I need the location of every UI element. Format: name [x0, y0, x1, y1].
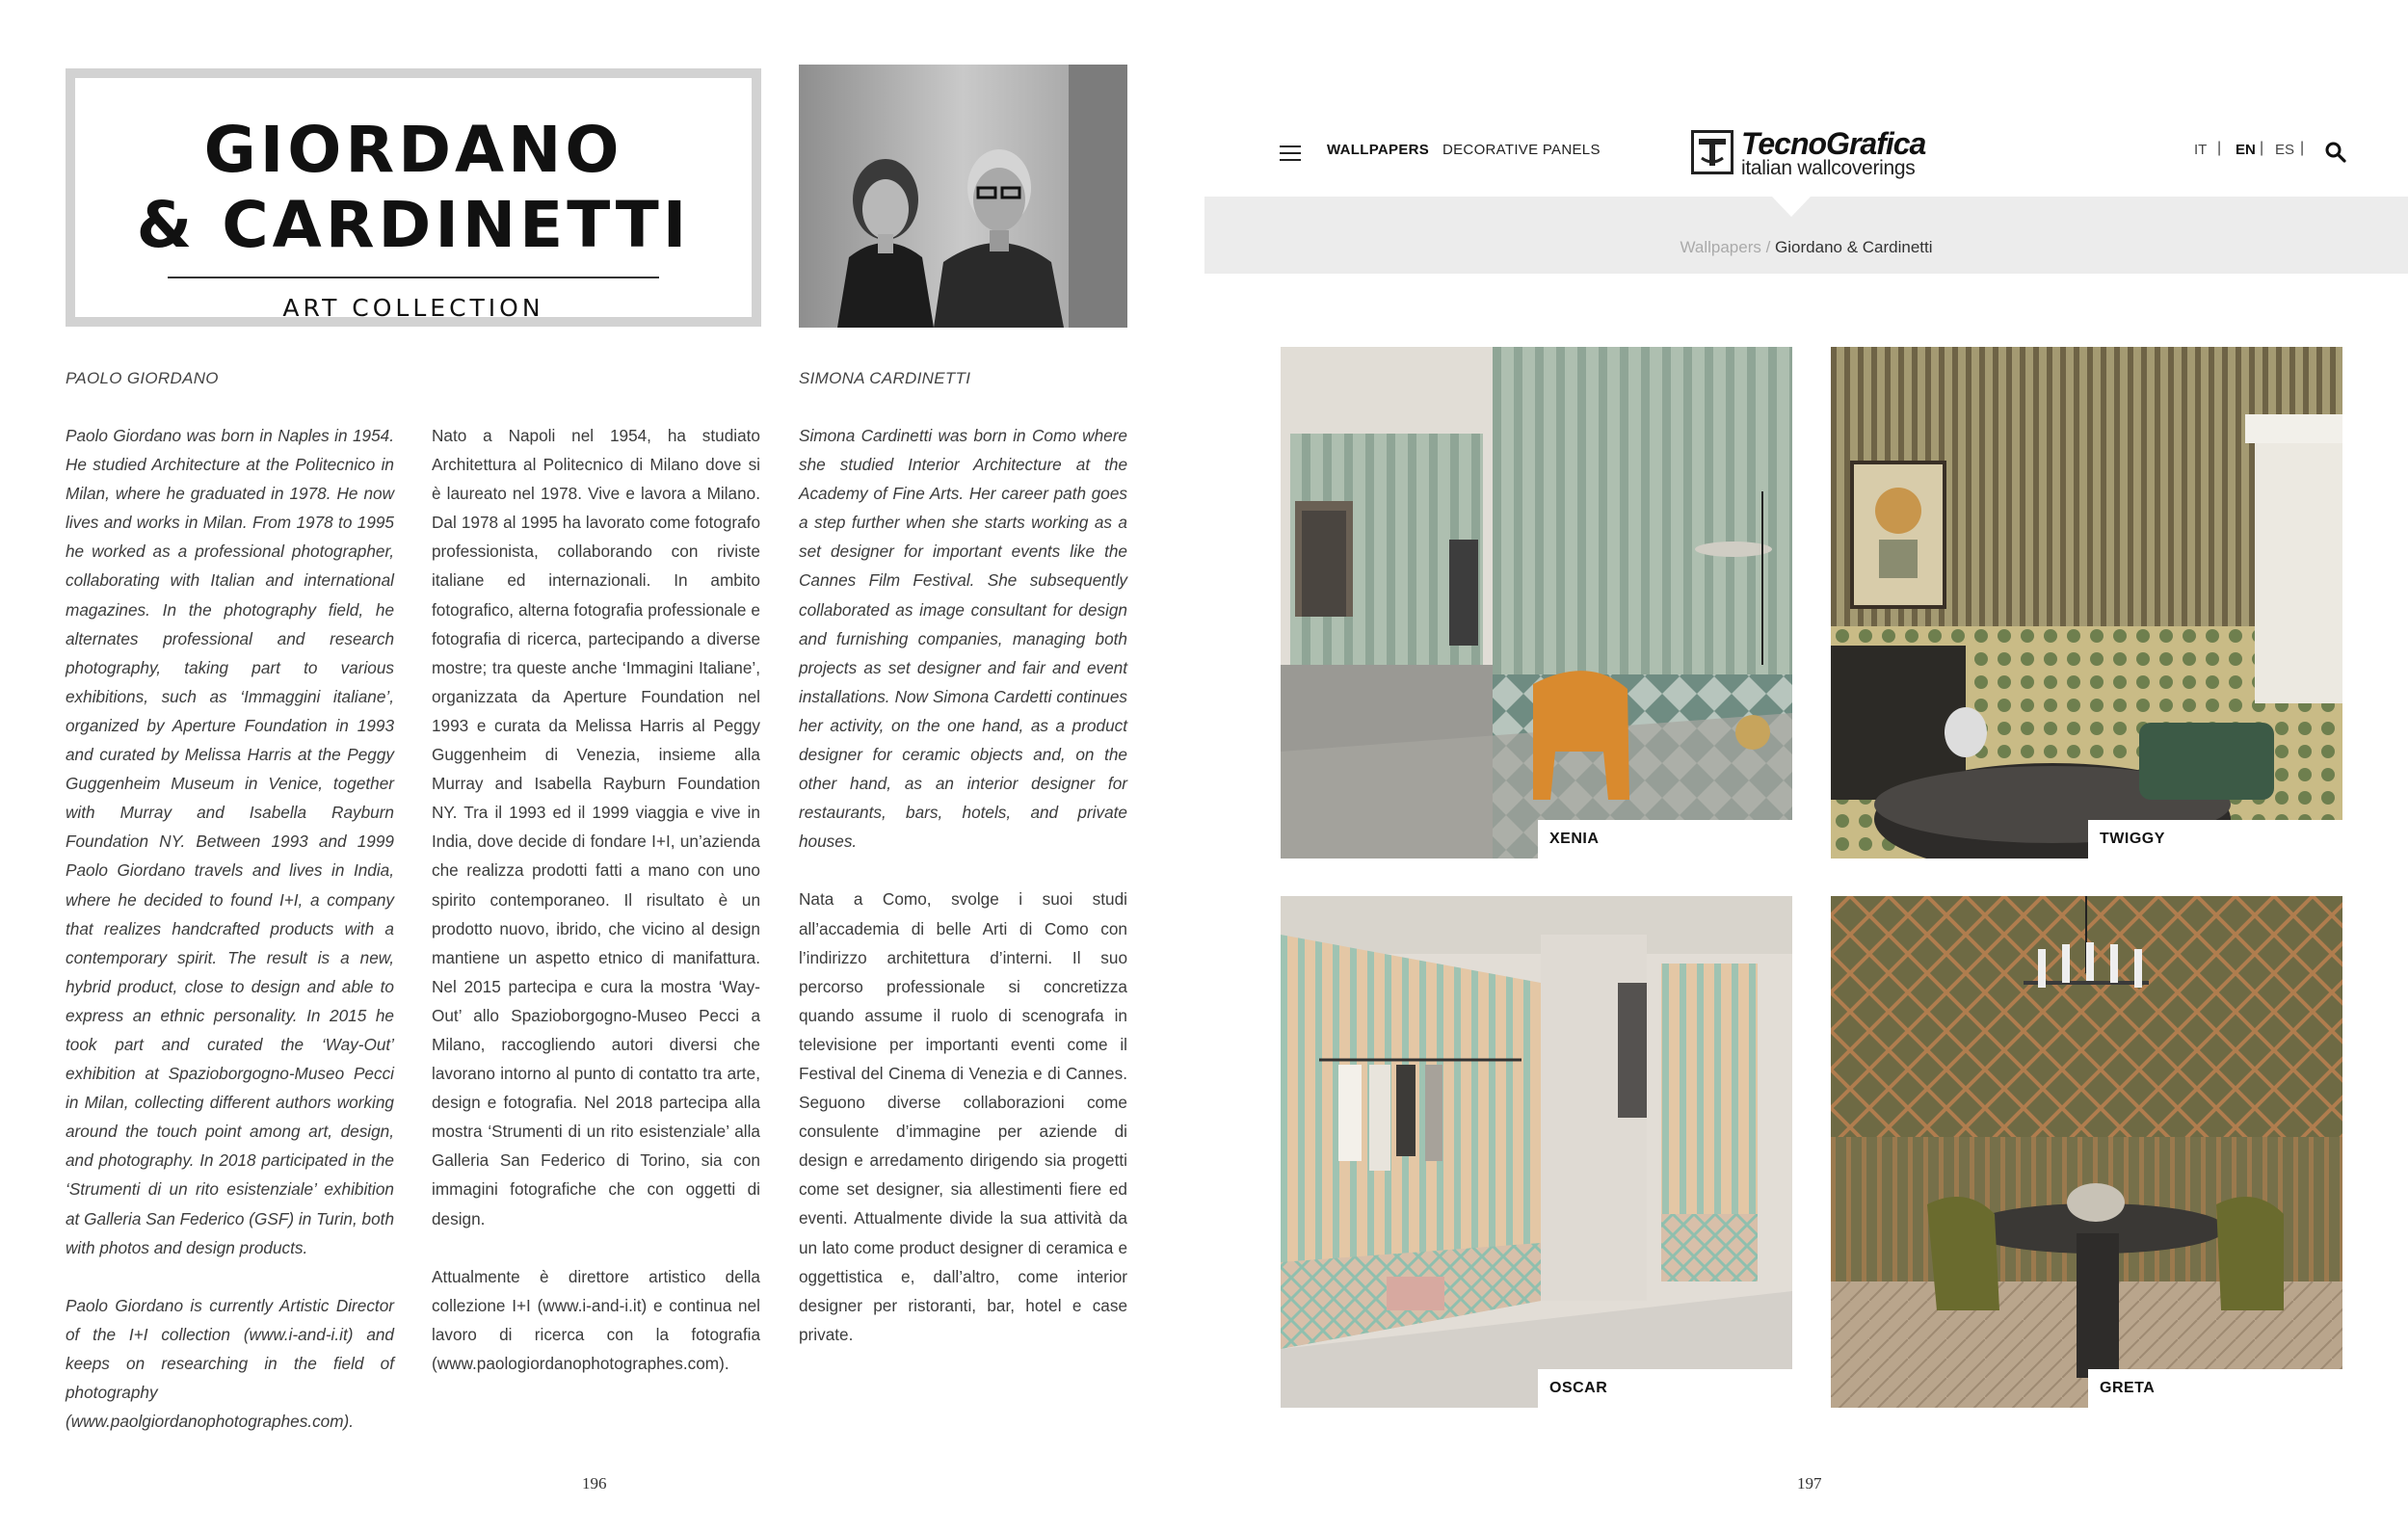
lang-separator: |: [2300, 140, 2305, 156]
name-simona-cardinetti: SIMONA CARDINETTI: [799, 369, 971, 387]
giordano-bio-italian: [432, 421, 760, 1378]
logo-mark-icon: [1691, 130, 1733, 174]
name-paolo-giordano: PAOLO GIORDANO: [66, 369, 219, 387]
site-header: [1204, 116, 2408, 197]
tile-label-twiggy: TWIGGY: [2088, 820, 2342, 858]
search-icon[interactable]: [2325, 142, 2346, 163]
cardinetti-bio: [799, 421, 1127, 1349]
nav-decorative-panels[interactable]: DECORATIVE PANELS: [1442, 142, 1601, 158]
lang-it[interactable]: IT: [2194, 142, 2208, 158]
breadcrumb-separator: /: [1760, 238, 1776, 256]
breadcrumb-notch: [1771, 196, 1812, 217]
title-line-1: GIORDANO: [203, 113, 623, 187]
lang-separator: |: [2260, 140, 2264, 156]
breadcrumb-wallpapers-link[interactable]: Wallpapers: [1680, 238, 1761, 256]
breadcrumb-bar: [1204, 197, 2408, 274]
breadcrumb: [1204, 238, 2408, 257]
logo-tagline: italian wallcoverings: [1741, 157, 1916, 179]
giordano-bio-english: [66, 421, 394, 1436]
product-tile-xenia[interactable]: [1281, 347, 1792, 858]
designers-portrait-photo: [799, 65, 1127, 328]
cardinetti-bio-en-paragraph: Simona Cardinetti was born in Como where she studied Interior Architecture at the Academy of Fine Arts. Her career path goes a step further when she starts working as a set designer for important events like the Cannes Film Festival. She subsequently collaborated as image consultant for design and furnishing companies, managing both projects as set designer and fair and event installations. Now Simona Cardetti continues her activity, on the one hand, as a product designer for ceramic objects and, on the other hand, as an interior designer for restaurants, bars, hotels, and private houses.: [799, 426, 1127, 852]
giordano-bio-en-paragraph: Paolo Giordano was born in Naples in 1954. He studied Architecture at the Politecnico in Milan, where he graduated in 1978. He now lives and works in Milan. From 1978 to 1995 he worked as a professional photographer, collaborating with Italian and international magazines. In the photography field, he alternates professional and research photography, taking part to various exhibitions, such as ‘Immaggini italiane’, organized by Aperture Foundation in 1993 and curated by Melissa Harris at the Peggy Guggenheim Museum in Venice, together with Murray and Isabella Rayburn Foundation NY. Between 1993 and 1999 Paolo Giordano travels and lives in India, where he decided to found I+I, a company that realizes handcrafted products with a contemporary spirit. The result is a new, hybrid product, close to design and able to express an ethnic personality. In 2015 he took part and curated the ‘Way-Out’ exhibition at Spazioborgogno-Museo Pecci in Milan, collecting different authors working around the touch point among art, design, and photography. In 2018 participated in the ‘Strumenti di un rito esistenziale’ exhibition at Galleria San Federico (GSF) in Turin, both with photos and design products.: [66, 426, 394, 1257]
product-tile-oscar[interactable]: [1281, 896, 1792, 1408]
page-number-right: 197: [1797, 1474, 1822, 1492]
tile-label-greta: GRETA: [2088, 1369, 2342, 1408]
collection-title-box: [66, 68, 761, 327]
cardinetti-bio-it-paragraph: Nata a Como, svolge i suoi studi all’accademia di belle Arti di Como con l’indirizzo architettura d’interni. Il suo percorso professionale si concretizza quando assume il ruolo di scenografa in televisione per importanti eventi come il Festival del Cinema di Venezia e di Cannes. Seguono diverse collaborazioni come consulente d’immagine per aziende di design e arredamento dirigendo sia progetti come set designer, sia allestimenti fiere ed eventi. Attualmente divide la sua attività da un lato come product designer di ceramica e oggettistica e, dall’altro, come interior designer per ristoranti, bar, hotel e case private.: [799, 889, 1127, 1344]
giordano-bio-it-paragraph: Attualmente è direttore artistico della collezione I+I (www.i-and-i.it) e continua nel lavoro di ricerca con la fotografia (www.paologiordanophotographes.com).: [432, 1266, 760, 1373]
title-divider: [168, 277, 659, 278]
title-subtitle: ART COLLECTION: [282, 294, 544, 322]
tile-label-oscar: OSCAR: [1538, 1369, 1792, 1408]
product-tile-greta[interactable]: [1831, 896, 2342, 1408]
title-line-2: & CARDINETTI: [136, 188, 691, 262]
tile-label-xenia: XENIA: [1538, 820, 1792, 858]
logo-brand-name: TecnoGrafica: [1741, 126, 1926, 161]
lang-en[interactable]: EN: [2236, 142, 2256, 158]
lang-separator: |: [2217, 140, 2222, 156]
page-number-left: 196: [582, 1474, 607, 1492]
lang-es[interactable]: ES: [2275, 142, 2295, 158]
hamburger-menu-icon[interactable]: [1280, 145, 1301, 161]
giordano-bio-it-paragraph: Nato a Napoli nel 1954, ha studiato Architettura al Politecnico di Milano dove si è laureato nel 1978. Vive e lavora a Milano. Dal 1978 al 1995 ha lavorato come fotografo professionista, collaborando con riviste italiane ed internazionali. In ambito fotografico, alterna fotografia professionale e fotografia di ricerca, partecipando a diverse mostre; tra queste anche ‘Immagini Italiane’, organizzata da Aperture Foundation nel 1993 e curata da Melissa Harris al Peggy Guggenheim di Venezia, insieme alla Murray and Isabella Rayburn Foundation NY. Tra il 1993 ed il 1999 viaggia e vive in India, dove decide di fondare I+I, un’azienda che realizza prodotti fatti a mano con uno spirito contemporaneo. Il risultato è un prodotto nuovo, ibrido, che vicino al design mantiene un aspetto etnico di manifattura. Nel 2015 partecipa e cura la mostra ‘Way-Out’ allo Spazioborgogno-Museo Pecci a Milano, raccogliendo autori diversi che lavorano intorno al punto di contatto tra arte, design e fotografia. Nel 2018 partecipa alla mostra ‘Strumenti di un rito esistenziale’ alla Galleria San Federico di Torino, sia con immagini fotografiche che con oggetti di design.: [432, 426, 760, 1228]
breadcrumb-current: Giordano & Cardinetti: [1775, 238, 1933, 256]
product-tile-twiggy[interactable]: [1831, 347, 2342, 858]
giordano-bio-en-paragraph: Paolo Giordano is currently Artistic Director of the I+I collection (www.i-and-i.it) and keeps on researching in the field of photography (www.paolgiordanophotographes.com).: [66, 1295, 394, 1432]
nav-wallpapers[interactable]: WALLPAPERS: [1327, 142, 1430, 158]
